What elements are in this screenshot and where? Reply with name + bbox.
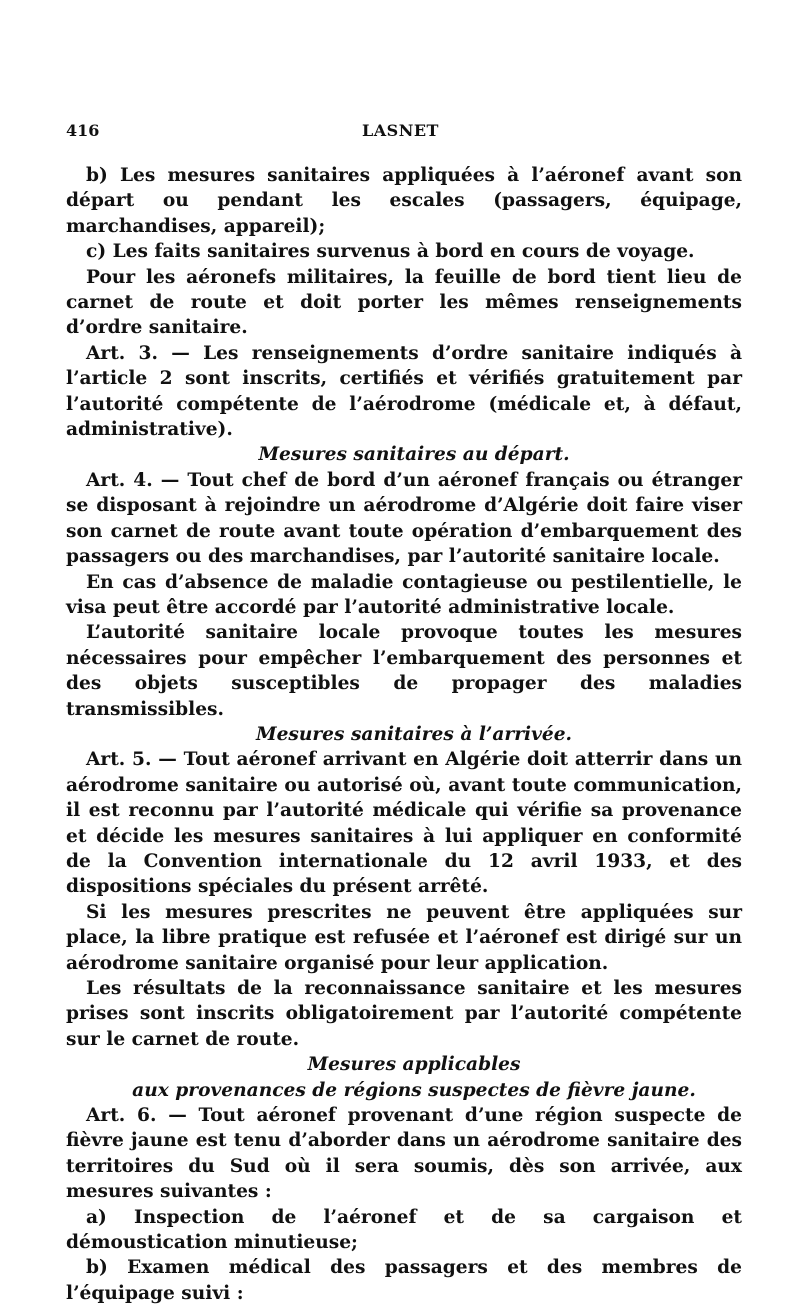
paragraph-item-c: c) Les faits sanitaires survenus à bord en cours de voyage. [86,241,695,263]
running-head-author: LASNET [362,121,439,140]
paragraph-local-authority: L’autorité sanitaire locale provoque toutes les mesures nécessaires pour empêcher l’embarquement des personnes et des objets susceptibles de propager des maladies transmissibles. [66,622,742,720]
running-header [66,121,742,151]
section-heading-yellow-fever-line2: aux provenances de régions suspectes de fièvre jaune. [132,1079,696,1101]
section-heading-departure: Mesures sanitaires au départ. [258,444,570,466]
paragraph-free-pratique: Si les mesures prescrites ne peuvent être appliquées sur place, la libre pratique est refusée et l’aéronef est dirigé sur un aérodrome sanitaire organisé pour leur application. [66,901,742,974]
paragraph-article-4: Art. 4. — Tout chef de bord d’un aéronef français ou étranger se disposant à rejoindre un aérodrome d’Algérie doit faire viser son carnet de route avant toute opération d’embarquement des passagers ou des marchandises, par l’autorité sanitaire locale. [66,469,742,568]
paragraph-article-5: Art. 5. — Tout aéronef arrivant en Algérie doit atterrir dans un aérodrome sanitaire ou autorisé où, avant toute communication, il est reconnu par l’autorité médicale qui vérifie sa provenance et décide les mesures sanitaires à lui appliquer en conformité de la Convention internationale du 12 avril 1933, et des dispositions spéciales du présent arrêté. [66,749,742,898]
paragraph-article-6: Art. 6. — Tout aéronef provenant d’une région suspecte de fièvre jaune est tenu d’aborder dans un aérodrome sanitaire des territoires du Sud où il sera soumis, dès son arrivée, aux mesures suivantes : [66,1105,742,1203]
section-heading-yellow-fever-line1: Mesures applicables [307,1054,521,1076]
section-heading-arrival: Mesures sanitaires à l’arrivée. [255,723,573,745]
paragraph-item-b-medical-exam: b) Examen médical des passagers et des membres de l’équipage suivi : [66,1257,742,1304]
paragraph-article-3: Art. 3. — Les renseignements d’ordre sanitaire indiqués à l’article 2 sont inscrits, certifiés et vérifiés gratuitement par l’autorité compétente de l’aérodrome (médicale et, à défaut, administrative). [66,342,742,441]
paragraph-item-a-inspection: a) Inspection de l’aéronef et de sa cargaison et démoustication minutieuse; [66,1206,742,1254]
main-text [66,163,742,1306]
paragraph-item-b: b) Les mesures sanitaires appliquées à l’aéronef avant son départ ou pendant les escales (passagers, équipage, marchandises, appareil); [66,165,742,237]
paragraph-military-aircraft: Pour les aéronefs militaires, la feuille de bord tient lieu de carnet de route et doit porter les mêmes renseignements d’ordre sanitaire. [66,266,742,339]
paragraph-visa: En cas d’absence de maladie contagieuse ou pestilentielle, le visa peut être accordé par l’autorité administrative locale. [66,571,742,618]
page-number: 416 [66,121,100,140]
paragraph-results: Les résultats de la reconnaissance sanitaire et les mesures prises sont inscrits obligatoirement par l’autorité compétente sur le carnet de route. [66,978,742,1050]
